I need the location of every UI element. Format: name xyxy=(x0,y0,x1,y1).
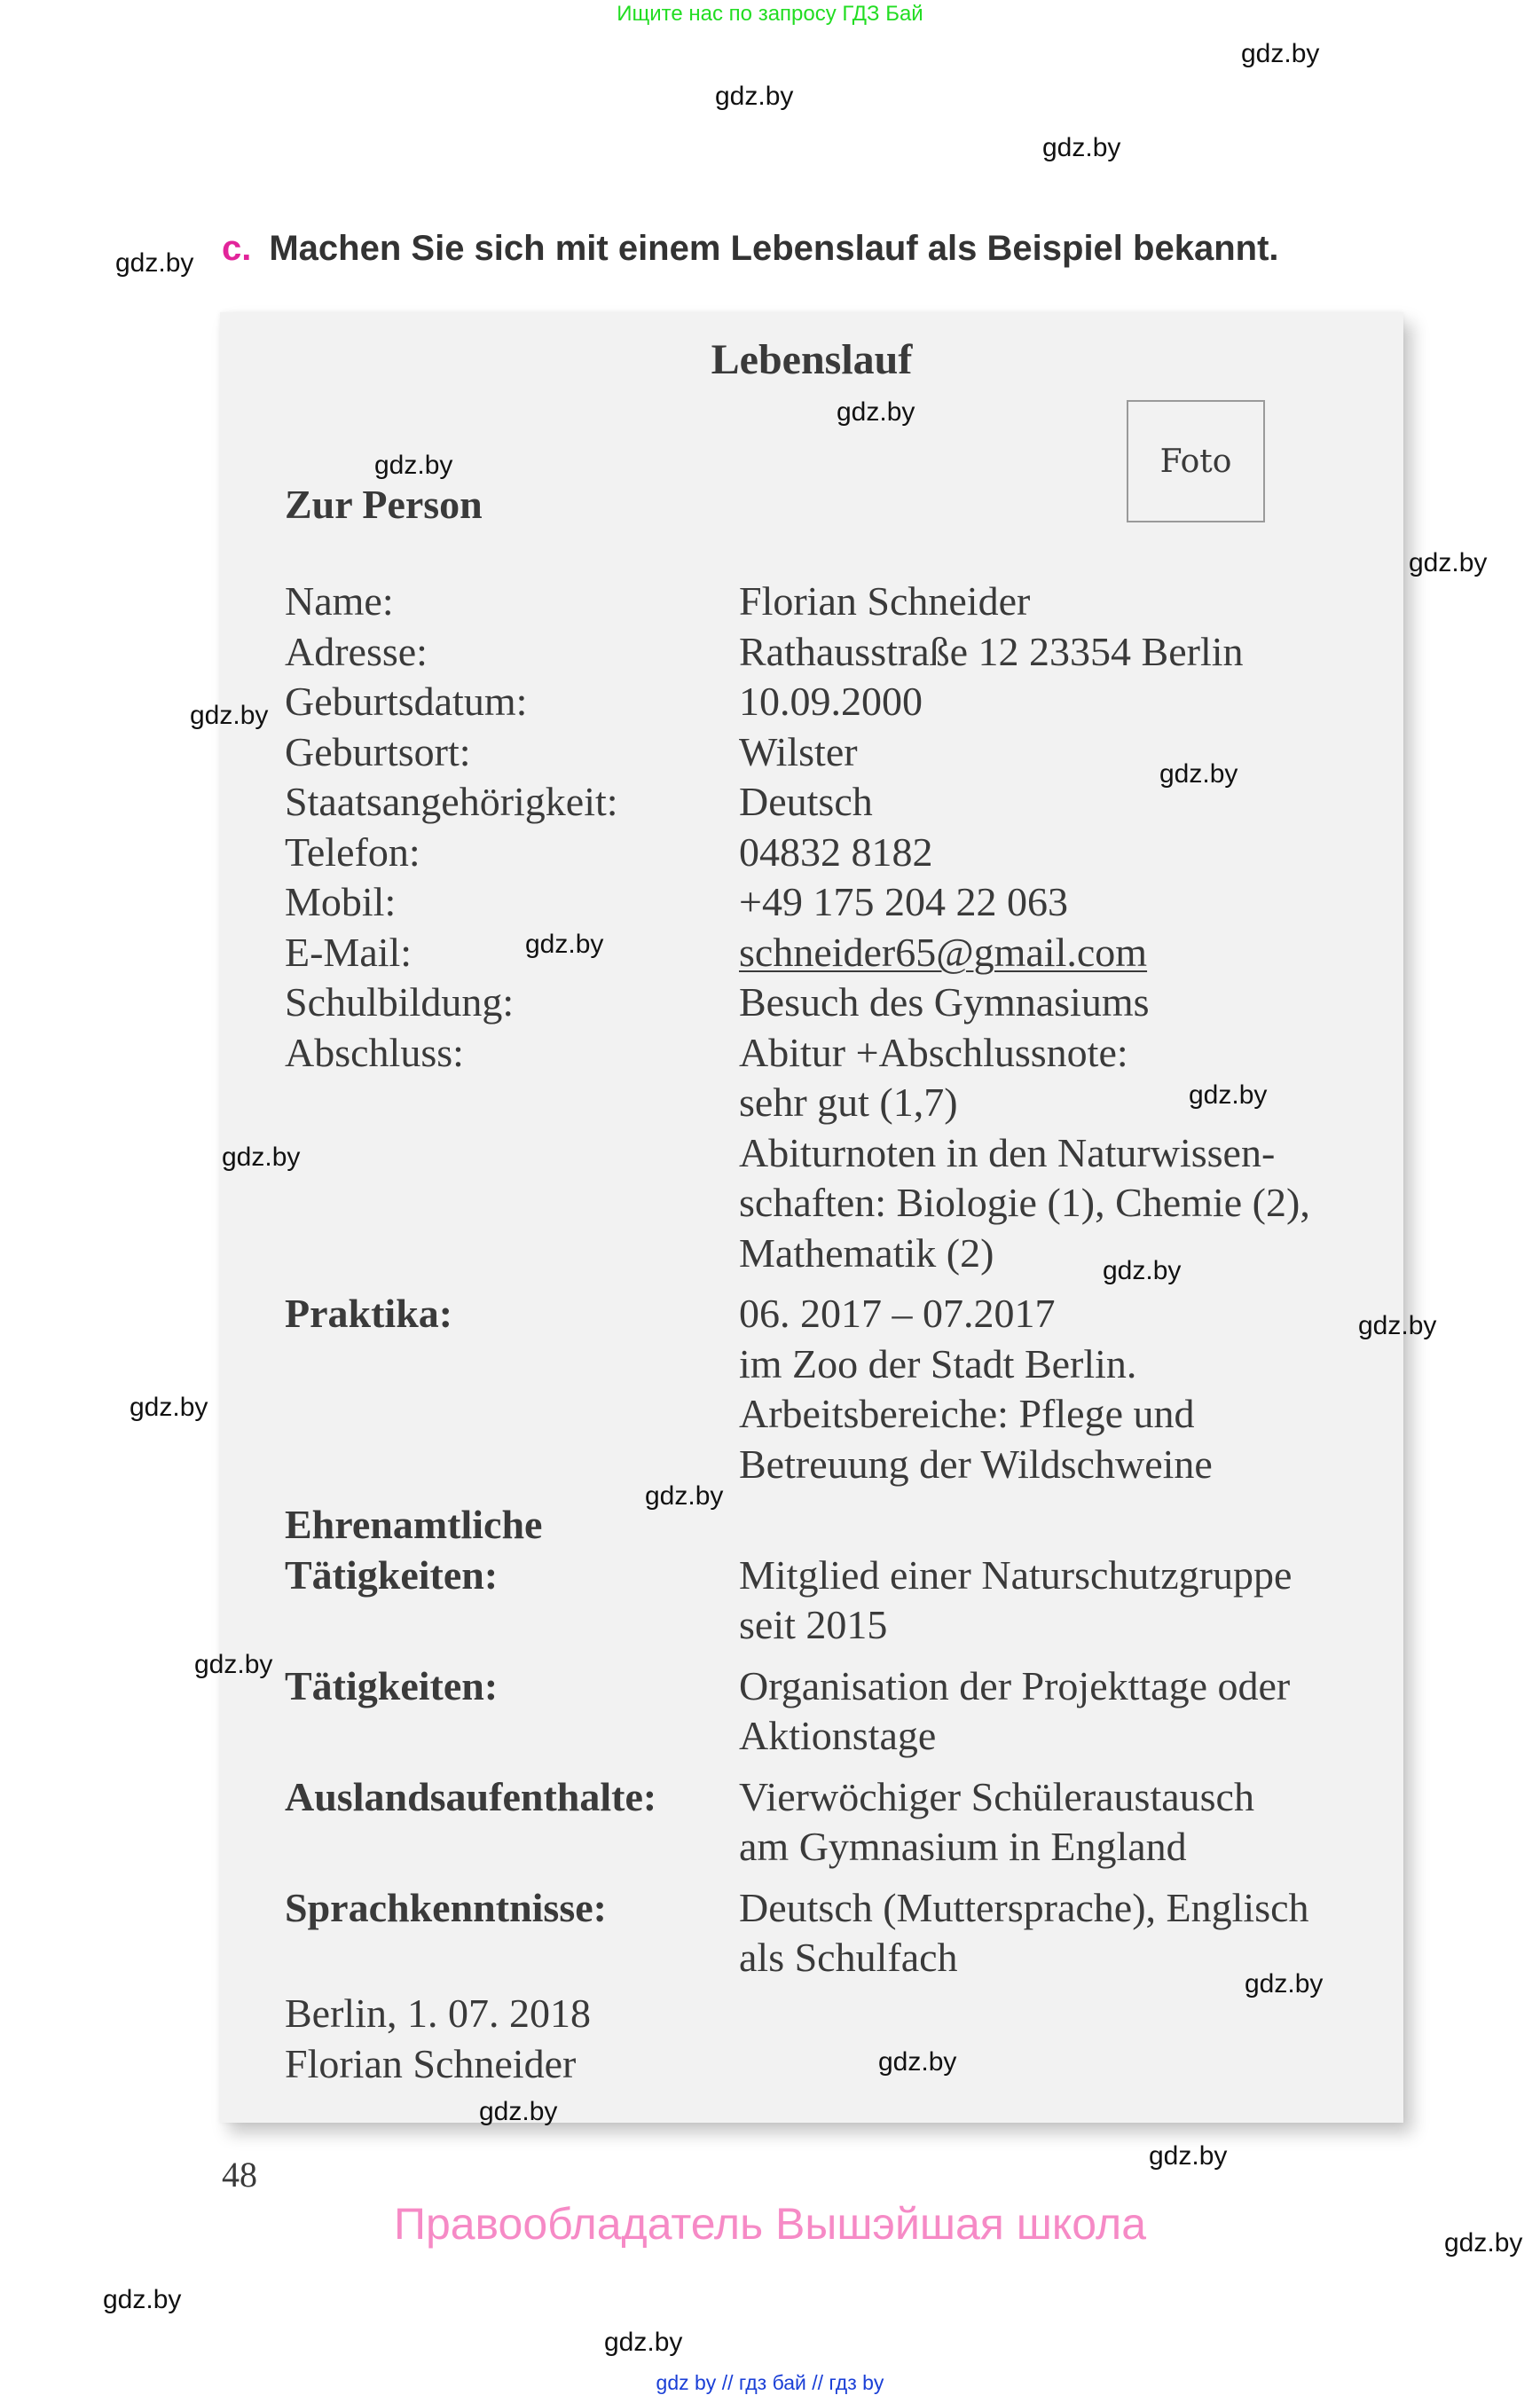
row-value: 04832 8182 xyxy=(739,828,933,875)
row-label: Praktika: xyxy=(285,1291,453,1336)
watermark: gdz.by xyxy=(190,701,269,730)
row-value: 06. 2017 – 07.2017 im Zoo der Stadt Berlin. Arbeitsbereiche: Pflege und Betreuung der Wildschweine xyxy=(739,1291,1213,1487)
row-label: Ehrenamtliche Tätigkeiten: xyxy=(285,1502,543,1598)
watermark: gdz.by xyxy=(1042,133,1121,162)
section-heading-personal: Zur Person xyxy=(285,482,483,527)
row-label: Name: xyxy=(285,578,394,624)
signature-block xyxy=(285,1989,591,2089)
cv-row-email xyxy=(285,928,1385,978)
row-value: Deutsch (Muttersprache), Englisch als Schulfach xyxy=(739,1884,1309,1980)
cv-title: Lebenslauf xyxy=(711,336,913,383)
row-label: E-Mail: xyxy=(285,929,412,975)
row-label: Auslandsaufenthalte: xyxy=(285,1773,657,1819)
cv-row-mobile xyxy=(285,877,1385,928)
photo-placeholder xyxy=(1127,400,1265,522)
cv-row-address xyxy=(285,627,1385,678)
row-value: Besuch des Gymnasiums xyxy=(739,979,1150,1025)
row-label: Mobil: xyxy=(285,879,397,924)
watermark: gdz.by xyxy=(645,1481,724,1511)
cv-row-internships xyxy=(285,1289,1385,1489)
cv-row-activities xyxy=(285,1661,1385,1762)
row-label: Telefon: xyxy=(285,828,420,875)
photo-label: Foto xyxy=(1159,443,1232,480)
row-label: Sprachkenntnisse: xyxy=(285,1884,607,1930)
watermark: gdz.by xyxy=(525,930,604,959)
copyright-notice: Правообладатель Вышэйшая школа xyxy=(394,2199,1146,2249)
watermark: gdz.by xyxy=(103,2285,182,2314)
cv-row-abroad xyxy=(285,1772,1385,1873)
cv-row-graduation xyxy=(285,1028,1385,1279)
watermark: gdz.by xyxy=(1103,1256,1182,1285)
watermark: gdz.by xyxy=(604,2328,683,2357)
row-value: Vierwöchiger Schüleraustausch am Gymnasium in England xyxy=(739,1773,1254,1869)
row-label: Abschluss: xyxy=(285,1029,464,1075)
row-value: Abitur +Abschlussnote: sehr gut (1,7) Abiturnoten in den Naturwissen- schaften: Biologie (1), Chemie (2), Mathematik (2) xyxy=(739,1029,1310,1276)
task-letter: c. xyxy=(222,229,252,268)
watermark: gdz.by xyxy=(479,2097,558,2126)
search-banner: Ищите нас по запросу ГДЗ Бай xyxy=(617,2,923,26)
watermark: gdz.by xyxy=(1245,1969,1324,1999)
row-value: Deutsch xyxy=(739,779,873,824)
watermark: gdz.by xyxy=(1149,2141,1228,2171)
watermark: gdz.by xyxy=(1159,759,1238,789)
watermark: gdz.by xyxy=(1189,1080,1268,1110)
watermark: gdz.by xyxy=(194,1650,273,1679)
row-value: Wilster xyxy=(739,728,858,774)
cv-card xyxy=(220,312,1403,2123)
row-value: +49 175 204 22 063 xyxy=(739,879,1068,924)
cv-row-schooling xyxy=(285,978,1385,1028)
watermark: gdz.by xyxy=(1241,39,1320,68)
watermark: gdz.by xyxy=(115,248,194,278)
row-label: Tätigkeiten: xyxy=(285,1662,499,1708)
row-value: Organisation der Projekttage oder Aktionstage xyxy=(739,1662,1291,1758)
row-value: Florian Schneider xyxy=(739,578,1031,624)
row-label: Schulbildung: xyxy=(285,979,515,1025)
row-value: Mitglied einer Naturschutzgruppe seit 2015 xyxy=(739,1551,1292,1647)
watermark: gdz.by xyxy=(1444,2228,1523,2258)
footer-links[interactable]: gdz by // гдз бай // гдз by xyxy=(656,2371,884,2394)
watermark: gdz.by xyxy=(1358,1311,1437,1340)
task-text: Machen Sie sich mit einem Lebenslauf als Beispiel bekannt. xyxy=(269,229,1279,268)
watermark: gdz.by xyxy=(222,1143,301,1172)
row-value: 10.09.2000 xyxy=(739,679,923,724)
cv-row-languages xyxy=(285,1883,1385,1983)
watermark: gdz.by xyxy=(878,2047,957,2077)
row-label: Geburtsdatum: xyxy=(285,679,528,724)
row-label: Staatsangehörigkeit: xyxy=(285,779,618,824)
signature-name: Florian Schneider xyxy=(285,2040,577,2086)
page-number: 48 xyxy=(222,2155,257,2195)
cv-row-volunteer xyxy=(285,1500,1385,1651)
row-value xyxy=(739,928,1385,978)
row-label: Geburtsort: xyxy=(285,728,471,774)
cv-row-name xyxy=(285,577,1385,627)
watermark: gdz.by xyxy=(374,451,453,480)
row-value: Rathausstraße 12 23354 Berlin xyxy=(739,628,1244,674)
task-instruction xyxy=(222,229,1279,269)
email-link[interactable]: schneider65@gmail.com xyxy=(739,929,1148,975)
cv-row-birthdate xyxy=(285,677,1385,727)
signature-place-date: Berlin, 1. 07. 2018 xyxy=(285,1991,591,2036)
row-label: Adresse: xyxy=(285,628,428,674)
watermark: gdz.by xyxy=(130,1393,208,1422)
watermark: gdz.by xyxy=(715,82,794,111)
cv-row-phone xyxy=(285,828,1385,878)
watermark: gdz.by xyxy=(837,397,915,427)
watermark: gdz.by xyxy=(1409,548,1488,577)
